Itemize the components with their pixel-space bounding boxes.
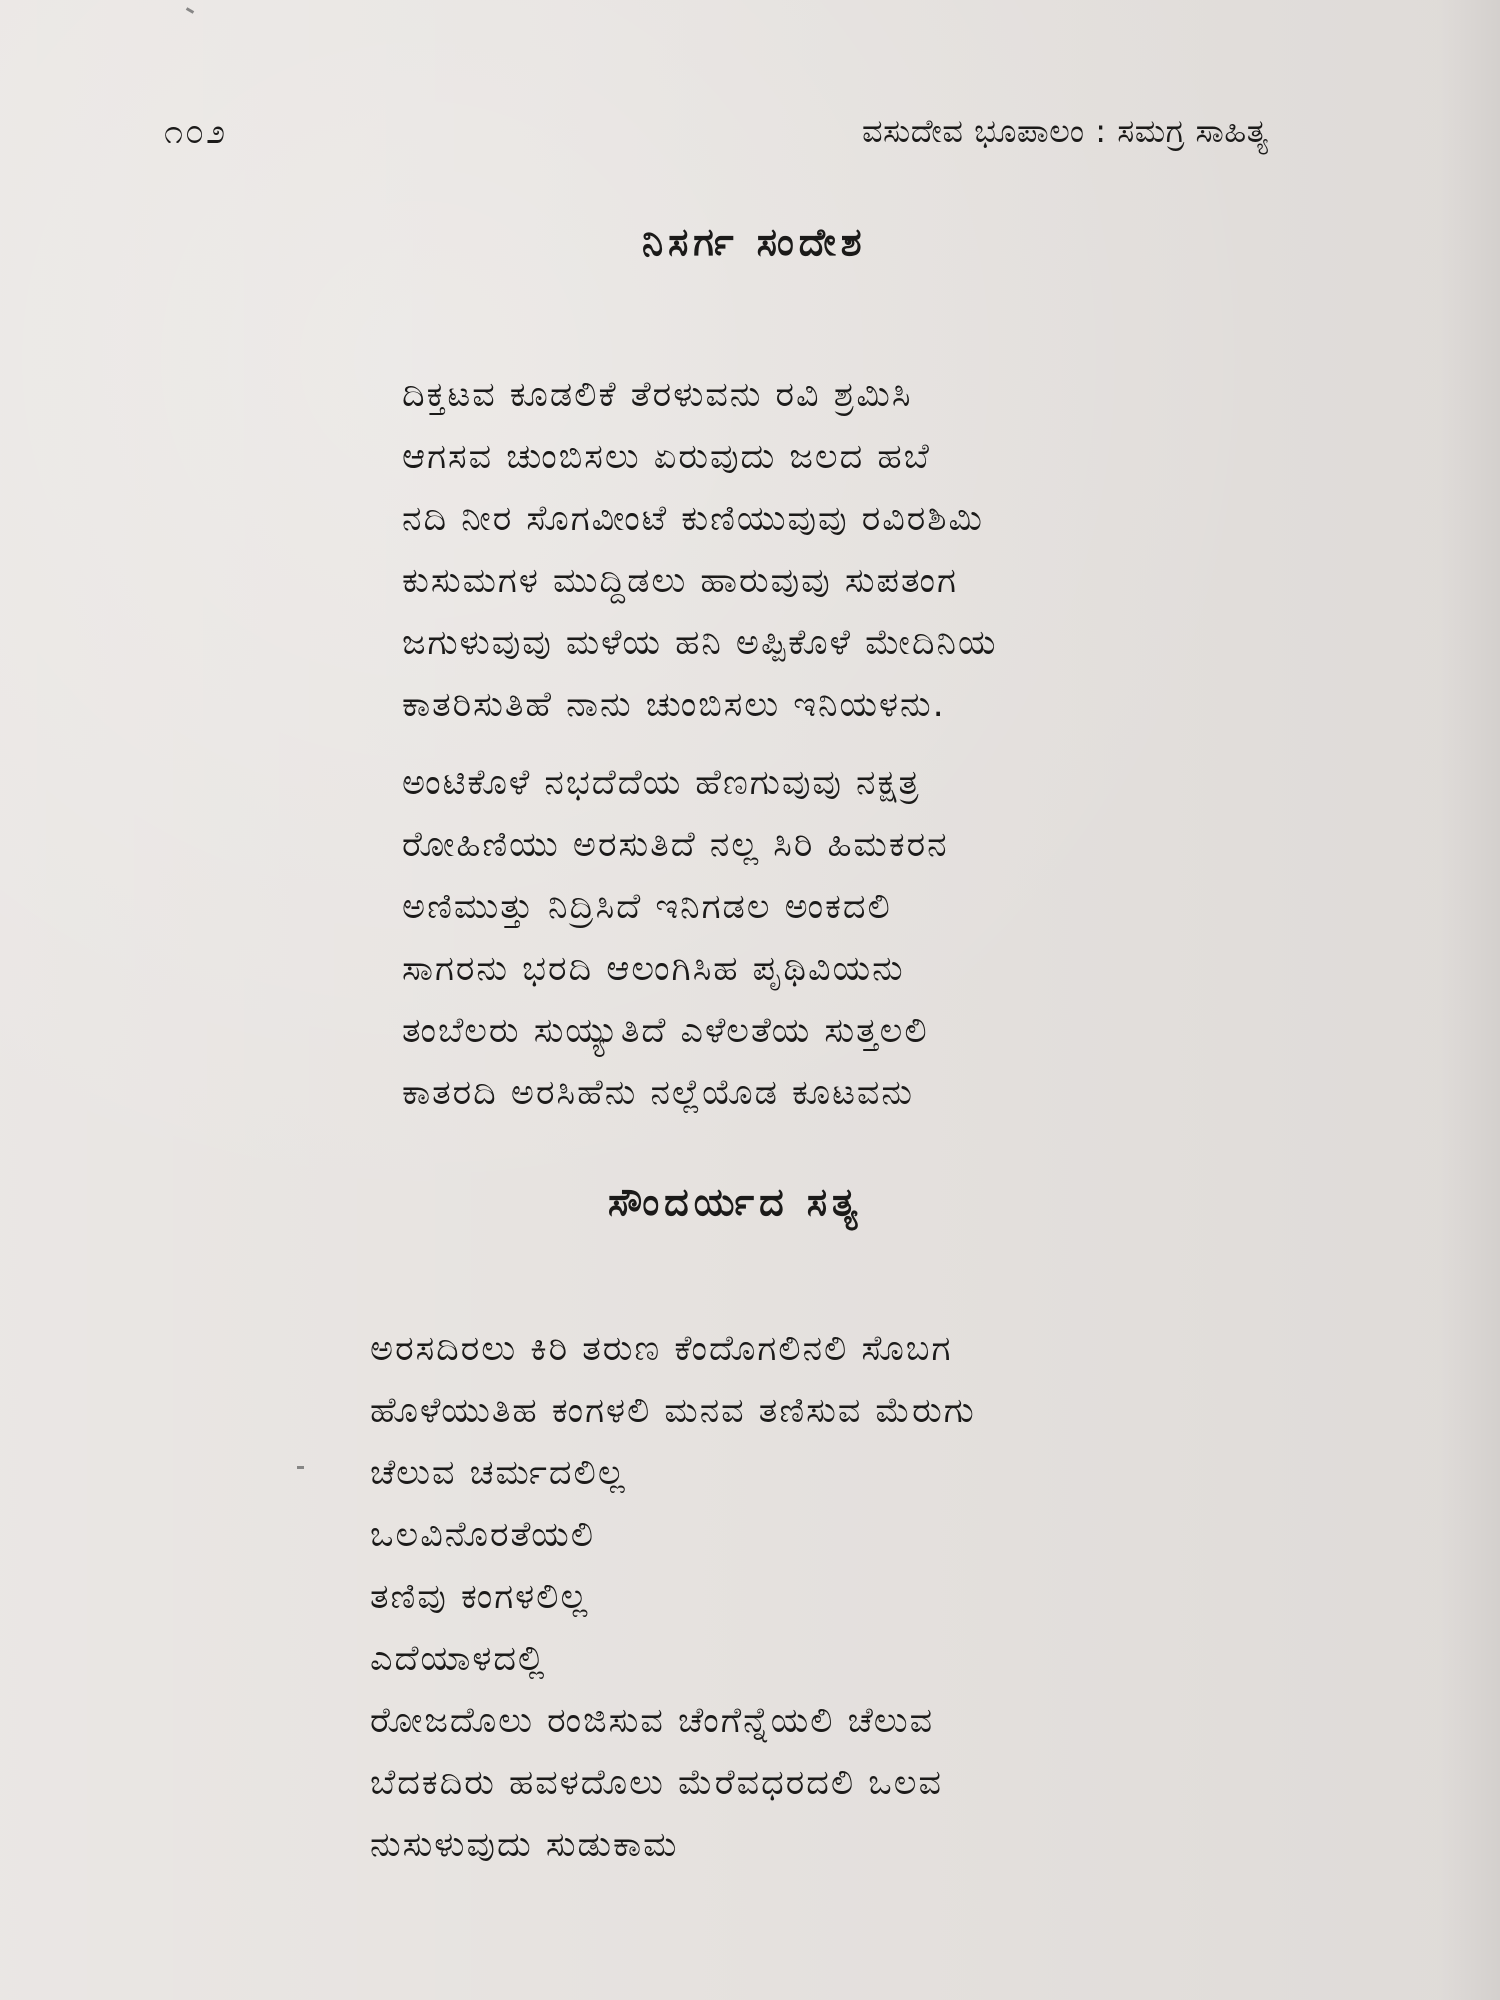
poem-title-soundaryada-satya: ಸೌಂದರ್ಯದ ಸತ್ಯ — [608, 1180, 863, 1224]
poem-line: ಕಾತರದಿ ಅರಸಿಹೆನು ನಲ್ಲೆಯೊಡ ಕೂಟವನು — [402, 1073, 914, 1113]
poem-2-stanza-2 — [370, 1690, 943, 1876]
poem-line: ಎದೆಯಾಳದಲ್ಲಿ — [370, 1639, 547, 1679]
poem-title-nisarga-sandesha: ನಿಸರ್ಗ ಸಂದೇಶ — [642, 220, 867, 264]
poem-line: ತಣಿವು ಕಂಗಳಲಿಲ್ಲ — [370, 1577, 590, 1617]
poem-line: ನುಸುಳುವುದು ಸುಡುಕಾಮ — [370, 1825, 679, 1865]
page-edge-shadow — [1440, 0, 1500, 2000]
poem-line: ಅರಸದಿರಲು ಕಿರಿ ತರುಣ ಕೆಂದೊಗಲಿನಲಿ ಸೊಬಗ — [370, 1329, 953, 1369]
poem-line: ಸಾಗರನು ಭರದಿ ಆಲಂಗಿಸಿಹ ಪೃಥಿವಿಯನು — [402, 949, 905, 989]
poem-line: ಜಗುಳುವುವು ಮಳೆಯ ಹನಿ ಅಪ್ಪಿಕೊಳೆ ಮೇದಿನಿಯ — [402, 623, 998, 663]
poem-1-stanza-2 — [402, 752, 949, 1124]
poem-line: ಅಣಿಮುತ್ತು ನಿದ್ರಿಸಿದೆ ಇನಿಗಡಲ ಅಂಕದಲಿ — [402, 887, 892, 927]
running-title: ವಸುದೇವ ಭೂಪಾಲಂ : ಸಮಗ್ರ ಸಾಹಿತ್ಯ — [862, 112, 1269, 150]
poem-2-stanza-1 — [370, 1318, 976, 1690]
poem-line: ಬೆದಕದಿರು ಹವಳದೊಲು ಮೆರೆವಧರದಲಿ ಒಲವ — [370, 1763, 943, 1803]
poem-line: ತಂಬೆಲರು ಸುಯ್ಯುತಿದೆ ಎಳೆಲತೆಯ ಸುತ್ತಲಲಿ — [402, 1011, 929, 1051]
poem-line: ಆಗಸವ ಚುಂಬಿಸಲು ಏರುವುದು ಜಲದ ಹಬೆ — [402, 437, 931, 477]
poem-line: ನದಿ ನೀರ ಸೊಗವೀಂಟೆ ಕುಣಿಯುವುವು ರವಿರಶಿಮಿ — [402, 499, 984, 539]
ink-mark-top — [186, 7, 194, 14]
poem-line: ಅಂಟಿಕೊಳೆ ನಭದೆದೆಯ ಹೆಣಗುವುವು ನಕ್ಷತ್ರ — [402, 763, 921, 803]
poem-line: ರೋಹಿಣಿಯು ಅರಸುತಿದೆ ನಲ್ಲ ಸಿರಿ ಹಿಮಕರನ — [402, 825, 949, 865]
poem-line: ಕುಸುಮಗಳ ಮುದ್ದಿಡಲು ಹಾರುವುವು ಸುಪತಂಗ — [402, 561, 958, 601]
page-number: ೧೦೨ — [164, 112, 228, 152]
poem-line: ಒಲವಿನೊರತೆಯಲಿ — [370, 1515, 596, 1555]
poem-line: ರೋಜದೊಲು ರಂಜಿಸುವ ಚೆಂಗೆನ್ನೆಯಲಿ ಚೆಲುವ — [370, 1701, 935, 1741]
poem-line: ಹೊಳೆಯುತಿಹ ಕಂಗಳಲಿ ಮನವ ತಣಿಸುವ ಮೆರುಗು — [370, 1391, 976, 1431]
poem-line: ದಿಕ್ತಟವ ಕೂಡಲಿಕೆ ತೆರಳುವನು ರವಿ ಶ್ರಮಿಸಿ — [402, 375, 913, 415]
poem-line: ಕಾತರಿಸುತಿಹೆ ನಾನು ಚುಂಬಿಸಲು ಇನಿಯಳನು. — [402, 685, 946, 725]
poem-1-stanza-1 — [402, 364, 997, 736]
ink-mark-side — [297, 1466, 304, 1469]
poem-line: ಚೆಲುವ ಚರ್ಮದಲಿಲ್ಲ — [370, 1453, 627, 1493]
